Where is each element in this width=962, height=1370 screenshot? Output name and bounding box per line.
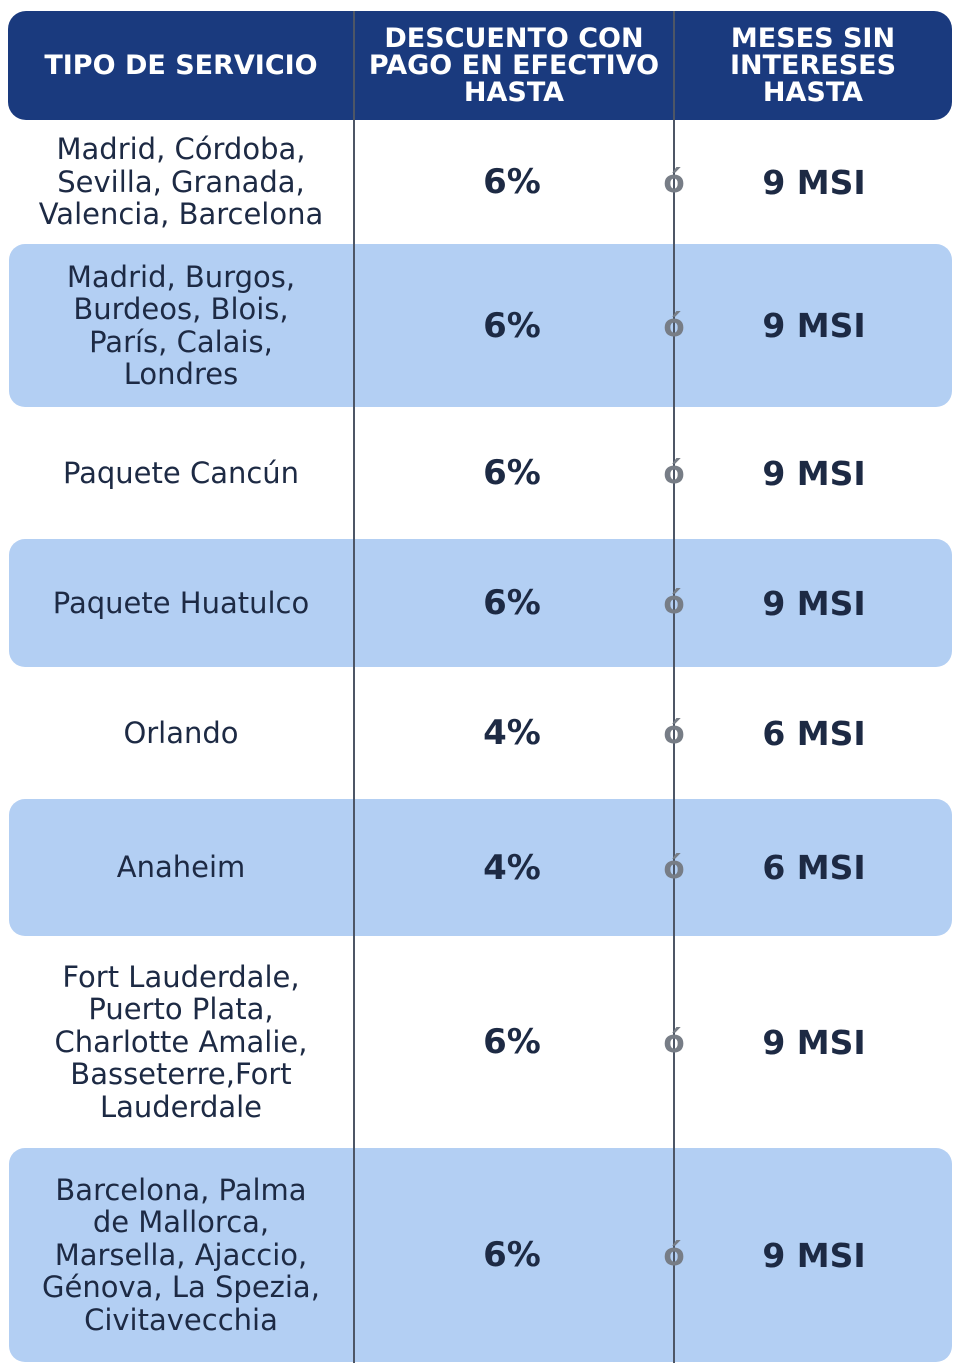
table-row xyxy=(0,667,962,799)
msi-value: 6 MSI xyxy=(762,713,866,753)
discount-value: 6% xyxy=(483,453,541,493)
discount-value: 6% xyxy=(483,162,541,202)
msi-value: 9 MSI xyxy=(762,1022,866,1062)
service-name: Barcelona, Palma de Mallorca, Marsella, Ajaccio, Génova, La Spezia, Civitavecchia xyxy=(42,1172,320,1337)
discount-value: 6% xyxy=(483,305,541,346)
msi-value: 9 MSI xyxy=(762,1235,866,1275)
table-row xyxy=(0,120,962,244)
discount-value: 6% xyxy=(483,1235,541,1275)
service-name: Paquete Huatulco xyxy=(52,585,310,620)
table-row xyxy=(0,244,962,407)
table-row xyxy=(0,799,962,936)
header-service-type: TIPO DE SERVICIO xyxy=(44,50,318,81)
or-separator: ó xyxy=(663,307,685,344)
or-separator: ó xyxy=(663,1237,685,1273)
or-separator: ó xyxy=(663,164,685,200)
discount-value: 4% xyxy=(483,847,541,888)
or-separator: ó xyxy=(663,455,685,491)
msi-value: 9 MSI xyxy=(762,162,866,202)
table-row xyxy=(0,539,962,667)
table-row xyxy=(0,407,962,539)
table-row xyxy=(0,1148,962,1362)
or-separator: ó xyxy=(663,585,685,621)
msi-value: 9 MSI xyxy=(762,453,866,493)
service-name: Madrid, Córdoba, Sevilla, Granada, Valencia, Barcelona xyxy=(38,132,324,232)
msi-value: 9 MSI xyxy=(762,583,866,623)
discount-value: 4% xyxy=(483,713,541,753)
msi-value: 9 MSI xyxy=(762,306,866,345)
service-name: Paquete Cancún xyxy=(62,455,300,490)
discount-value: 6% xyxy=(483,1022,541,1062)
discount-value: 6% xyxy=(483,583,541,623)
service-name: Fort Lauderdale, Puerto Plata, Charlotte Amalie, Basseterre,Fort Lauderdale xyxy=(54,959,308,1124)
table-row xyxy=(0,936,962,1148)
or-separator: ó xyxy=(663,1024,685,1060)
msi-value: 6 MSI xyxy=(762,848,866,887)
or-separator: ó xyxy=(663,715,685,751)
service-name: Anaheim xyxy=(116,850,246,885)
service-name: Orlando xyxy=(123,715,239,750)
header-cash-discount: DESCUENTO CON PAGO EN EFECTIVO HASTA xyxy=(368,23,660,108)
header-interest-free-months: MESES SIN INTERESES HASTA xyxy=(729,23,897,108)
service-name: Madrid, Burgos, Burdeos, Blois, París, Calais, Londres xyxy=(66,259,296,391)
or-separator: ó xyxy=(663,849,685,886)
